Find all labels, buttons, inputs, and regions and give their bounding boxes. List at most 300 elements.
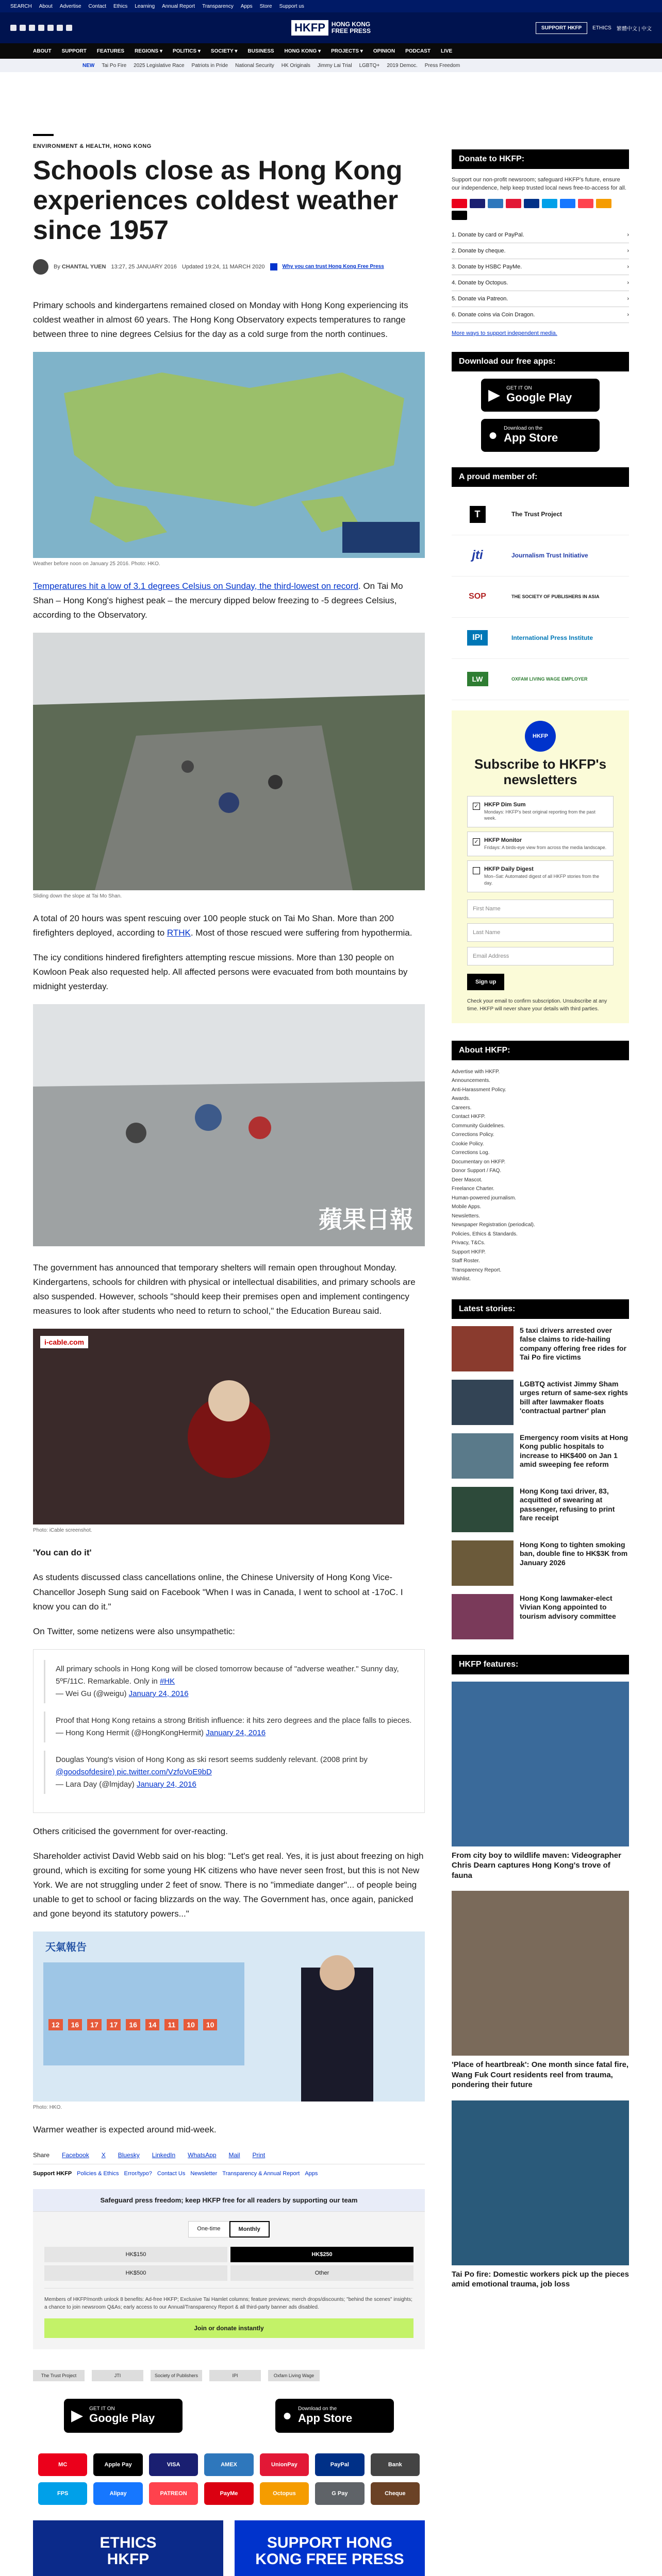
- payment-logo: PayPal: [315, 2453, 364, 2476]
- newsletter-title: Subscribe to HKFP's newsletters: [474, 756, 607, 787]
- about-link[interactable]: Wishlist.: [452, 1276, 471, 1282]
- story-title[interactable]: Emergency room visits at Hong Kong public hospitals to increase to HK$400 on Jan 1 amid sweeping fee reform: [520, 1433, 628, 1469]
- share-print[interactable]: Print: [252, 2151, 266, 2159]
- member-name: THE SOCIETY OF PUBLISHERS IN ASIA: [511, 594, 600, 600]
- chevron-right-icon: ›: [627, 295, 629, 302]
- store-caption: GET IT ON: [89, 2406, 115, 2412]
- donate-option[interactable]: [452, 227, 629, 243]
- about-link[interactable]: Contact HKFP.: [452, 1114, 486, 1120]
- topbar-transparency[interactable]: Transparency: [202, 3, 234, 9]
- newsletter-logo: HKFP: [525, 721, 556, 752]
- card-logo: [452, 211, 467, 220]
- about-heading: About HKFP:: [452, 1041, 629, 1060]
- member-name: The Trust Project: [511, 511, 562, 518]
- nav-about[interactable]: ABOUT: [33, 48, 52, 54]
- donate-option[interactable]: [452, 307, 629, 323]
- logo-mark: HKFP: [291, 20, 328, 36]
- topbar-about[interactable]: About: [39, 3, 53, 9]
- about-link[interactable]: Anti-Harassment Policy.: [452, 1087, 506, 1093]
- about-link[interactable]: Corrections Log.: [452, 1150, 490, 1156]
- donate-box-heading: Safeguard press freedom; keep HKFP free for all readers by supporting our team: [33, 2189, 425, 2212]
- feature-image[interactable]: [452, 2100, 629, 2265]
- main-nav: [0, 43, 662, 59]
- share-mail[interactable]: Mail: [228, 2151, 240, 2159]
- ipi-logo: IPI: [467, 630, 488, 646]
- newsletter-name: HKFP Dim Sum: [484, 801, 526, 808]
- support-hkfp-button[interactable]: SUPPORT HKFP: [536, 22, 587, 34]
- apple-icon: ●: [488, 426, 498, 444]
- newsletter-desc: Mondays: HKFP's best original reporting from the past week.: [484, 809, 595, 821]
- story-thumbnail[interactable]: [452, 1540, 514, 1586]
- footer-banners: [33, 2520, 425, 2576]
- google-play-button[interactable]: [64, 2399, 183, 2433]
- about-link[interactable]: Corrections Policy.: [452, 1132, 494, 1138]
- record-low-link[interactable]: Temperatures hit a low of 3.1 degrees Celsius on Sunday, the third-lowest on record: [33, 581, 358, 591]
- newsletter-name: HKFP Daily Digest: [484, 866, 534, 873]
- newsletter-option[interactable]: [467, 860, 614, 892]
- trending-item[interactable]: Jimmy Lai Trial: [317, 62, 352, 69]
- paragraph: Primary schools and kindergartens remained closed on Monday with Hong Kong experiencing its coldest weather in almost 60 years. The Hong Kong Observatory expects temperatures to range between three to nine degrees Celsius for the day as a cold surge from the north continues.: [33, 300, 408, 339]
- top-utility-bar: [0, 0, 662, 12]
- about-link[interactable]: Staff Roster.: [452, 1258, 480, 1264]
- title-rule: [33, 134, 54, 136]
- trending-item[interactable]: Press Freedom: [424, 62, 460, 69]
- chevron-right-icon: ›: [627, 279, 629, 286]
- feature-story[interactable]: [452, 1682, 629, 1881]
- tweet-date-link[interactable]: January 24, 2016: [206, 1728, 266, 1737]
- newsletter-name: HKFP Monitor: [484, 837, 522, 843]
- telegram-icon[interactable]: [66, 25, 72, 31]
- tweet: [44, 1660, 414, 1703]
- story-title[interactable]: Hong Kong to tighten smoking ban, double fine to HK$3K from January 2026: [520, 1540, 628, 1567]
- payment-logo: VISA: [149, 2453, 198, 2476]
- payment-methods: [33, 2453, 425, 2505]
- google-play-icon: ▶: [488, 386, 501, 404]
- forecast-temp: 14: [145, 2019, 160, 2030]
- nav-live[interactable]: LIVE: [440, 48, 453, 54]
- forecast-temp: 10: [203, 2019, 218, 2030]
- newsletter-option[interactable]: [467, 796, 614, 827]
- google-play-icon: ▶: [71, 2407, 84, 2425]
- tweet-list: [33, 1649, 425, 1813]
- sign-up-button[interactable]: Sign up: [467, 974, 504, 990]
- feature-story[interactable]: [452, 1891, 629, 2090]
- donate-text[interactable]: Support our non-profit newsroom; safeguard HKFP's future, ensure our independence, help keep trusted local news free-to-access for all.: [452, 177, 626, 191]
- why-trust-link[interactable]: Why you can trust Hong Kong Free Press: [282, 264, 384, 270]
- nav-support[interactable]: SUPPORT: [61, 48, 87, 54]
- forecast-temp: 11: [164, 2019, 178, 2030]
- image-caption: Sliding down the slope at Tai Mo Shan.: [33, 893, 122, 899]
- donate-option-label: 4. Donate by Octopus.: [452, 279, 508, 286]
- forecast-temp: 10: [184, 2019, 198, 2030]
- story-thumbnail[interactable]: [452, 1326, 514, 1371]
- card-logos: [452, 199, 629, 220]
- latest-story[interactable]: [452, 1433, 629, 1479]
- amount-option[interactable]: HK$500: [44, 2265, 227, 2281]
- linkedin-icon[interactable]: [38, 25, 44, 31]
- latest-heading: Latest stories:: [452, 1299, 629, 1319]
- newsletter-option[interactable]: [467, 832, 614, 857]
- article: [33, 134, 425, 2576]
- footer-link[interactable]: Apps: [305, 2170, 318, 2177]
- trending-bar: [0, 59, 662, 72]
- share-facebook[interactable]: Facebook: [62, 2151, 89, 2159]
- trust-project-logo: T: [470, 506, 486, 523]
- card-logo: [596, 199, 611, 208]
- forecast-temp: 17: [107, 2019, 121, 2030]
- store-name: Google Play: [506, 391, 572, 404]
- nav-politics[interactable]: POLITICS ▾: [172, 48, 201, 54]
- trending-item[interactable]: HK Originals: [281, 62, 310, 69]
- sidebar-app-store[interactable]: [481, 419, 600, 452]
- store-caption: Download on the: [504, 426, 543, 432]
- banner-line: HKFP: [107, 2550, 150, 2568]
- latest-story[interactable]: [452, 1594, 629, 1639]
- amount-option-other[interactable]: Other: [230, 2265, 413, 2281]
- member-org[interactable]: [452, 535, 629, 577]
- icable-photo: [33, 1329, 404, 1524]
- about-link[interactable]: Deer Mascot.: [452, 1177, 483, 1183]
- paragraph: Warmer weather is expected around mid-week.: [33, 2124, 217, 2134]
- instagram-icon[interactable]: [29, 25, 35, 31]
- footer-link[interactable]: Policies & Ethics: [77, 2170, 119, 2177]
- apps-heading: Download our free apps:: [452, 352, 629, 371]
- forecast-temps: [48, 2019, 217, 2030]
- banner-line: ETHICS: [100, 2534, 157, 2552]
- footer-link[interactable]: Contact Us: [157, 2170, 186, 2177]
- checkbox-checked[interactable]: ✓: [473, 803, 480, 810]
- newsletter-desc: Mon–Sat: Automated digest of all HKFP stories from the day.: [484, 874, 599, 886]
- card-logo: [524, 199, 539, 208]
- x-icon[interactable]: [20, 25, 26, 31]
- subheading: 'You can do it': [33, 1548, 92, 1558]
- tai-mo-shan-photo: [33, 633, 425, 890]
- tweet-pic-link[interactable]: @goodsofdesire) pic.twitter.com/VzfoVoE9bD: [56, 1767, 212, 1776]
- facebook-icon[interactable]: [10, 25, 16, 31]
- forecast-temp: 12: [48, 2019, 63, 2030]
- topbar-contact[interactable]: Contact: [88, 3, 106, 9]
- slope-photo: [33, 633, 425, 890]
- payment-logo: Alipay: [93, 2482, 142, 2505]
- topbar-annual-report[interactable]: Annual Report: [162, 3, 195, 9]
- latest-story[interactable]: [452, 1487, 629, 1532]
- about-link[interactable]: Support HKFP.: [452, 1249, 486, 1255]
- apple-icon: ●: [283, 2406, 292, 2424]
- tweet-author: — Hong Kong Hermit (@HongKongHermit): [56, 1728, 206, 1737]
- member-org[interactable]: [452, 618, 629, 659]
- latest-story[interactable]: [452, 1326, 629, 1371]
- payment-logo: AMEX: [204, 2453, 253, 2476]
- share-bar: [33, 2151, 425, 2164]
- trust-badge[interactable]: Oxfam Living Wage: [268, 2370, 320, 2381]
- sidebar: [452, 149, 629, 2300]
- feature-image[interactable]: [452, 1682, 629, 1846]
- rthk-link[interactable]: RTHK: [167, 928, 191, 938]
- share-x[interactable]: X: [101, 2151, 106, 2159]
- nav-regions[interactable]: REGIONS ▾: [135, 48, 162, 54]
- member-name: International Press Institute: [511, 634, 593, 642]
- story-title[interactable]: 5 taxi drivers arrested over false claims to ride-hailing company offering free rides for Tai Po fire victims: [520, 1326, 626, 1362]
- about-link[interactable]: Newsletters.: [452, 1213, 481, 1219]
- payment-logo: PATREON: [149, 2482, 198, 2505]
- donate-option[interactable]: [452, 291, 629, 307]
- support-banner[interactable]: [235, 2520, 425, 2576]
- story-thumbnail[interactable]: [452, 1380, 514, 1425]
- footer-link[interactable]: Newsletter: [190, 2170, 218, 2177]
- page-title: Schools close as Hong Kong experiences coldest weather since 1957: [33, 156, 403, 246]
- payment-logo: Octopus: [260, 2482, 309, 2505]
- share-whatsapp[interactable]: WhatsApp: [188, 2151, 217, 2159]
- tweet-date-link[interactable]: January 24, 2016: [136, 1780, 196, 1789]
- feature-title[interactable]: From city boy to wildlife maven: Videographer Chris Dearn captures Hong Kong's trove of fauna: [452, 1851, 621, 1880]
- paragraph: . On Tai Mo Shan – Hong Kong's highest peak – the mercury dipped below freezing to -5 degrees Celsius, according to the Observatory.: [33, 581, 403, 620]
- trust-badge[interactable]: Society of Publishers: [151, 2370, 202, 2381]
- checkbox-checked[interactable]: ✓: [473, 838, 480, 845]
- author-name[interactable]: CHANTAL YUEN: [61, 263, 106, 270]
- feature-image[interactable]: [452, 1891, 629, 2056]
- tweet-text: Proof that Hong Kong retains a strong British influence: it hits zero degrees and the place falls to pieces.: [56, 1716, 412, 1725]
- banner-line: SUPPORT HONG: [267, 2534, 393, 2552]
- tweet-text: All primary schools in Hong Kong will be closed tomorrow because of "adverse weather." Sunny day, 5ºF/11C. Remarkable. Only in: [56, 1664, 399, 1686]
- weather-map-image: [33, 352, 425, 558]
- updated-date: Updated 19:24, 11 MARCH 2020: [181, 263, 265, 270]
- paragraph: The government has announced that temporary shelters will remain open throughout Monday. Kindergartens, schools for children with physical or intellectual disabilities, and primary schools are also suspended. However, schools "should keep their premises open and implement contingency measures to look after students who need to return to school," the Education Bureau said.: [33, 1263, 416, 1316]
- amount-option[interactable]: HK$150: [44, 2247, 227, 2262]
- store-name: Google Play: [89, 2412, 155, 2425]
- about-link[interactable]: Awards.: [452, 1096, 470, 1102]
- nav-opinion[interactable]: OPINION: [373, 48, 395, 54]
- image-caption: Weather before noon on January 25 2016. Photo: HKO.: [33, 561, 160, 567]
- feature-story[interactable]: [452, 2100, 629, 2290]
- amount-option-selected[interactable]: HK$250: [230, 2247, 413, 2262]
- story-title[interactable]: Hong Kong lawmaker-elect Vivian Kong appointed to tourism advisory committee: [520, 1594, 616, 1620]
- paragraph: As students discussed class cancellations online, the Chinese University of Hong Kong Vice-Chancellor Joseph Sung said on Facebook "When I was in Canada, I went to school at -17oC. I know you can do it.": [33, 1572, 403, 1612]
- features-heading: HKFP features:: [452, 1655, 629, 1674]
- donate-option-label: 2. Donate by cheque.: [452, 247, 506, 254]
- sopa-logo: SOP: [469, 592, 486, 601]
- tweet-author: — Lara Day (@lmjday): [56, 1780, 137, 1789]
- share-linkedin[interactable]: LinkedIn: [152, 2151, 176, 2159]
- member-org[interactable]: [452, 494, 629, 535]
- footer-links: [33, 2171, 425, 2177]
- payment-logo: Bank: [371, 2453, 420, 2476]
- member-name: OXFAM LIVING WAGE EMPLOYER: [511, 676, 588, 682]
- forecast-temp: 16: [126, 2019, 140, 2030]
- donate-option[interactable]: [452, 259, 629, 275]
- member-name: Journalism Trust Initiative: [511, 552, 588, 560]
- nav-hong-kong[interactable]: HONG KONG ▾: [284, 48, 321, 54]
- logo-line-1: HONG KONG: [331, 20, 371, 28]
- sidebar-google-play[interactable]: [481, 379, 600, 412]
- trending-item[interactable]: Patriots in Pride: [191, 62, 228, 69]
- article-category[interactable]: ENVIRONMENT & HEALTH, HONG KONG: [33, 143, 152, 149]
- trending-item[interactable]: LGBTQ+: [359, 62, 380, 69]
- latest-stories: [452, 1326, 629, 1639]
- about-link[interactable]: Mobile Apps.: [452, 1204, 482, 1210]
- topbar-advertise[interactable]: Advertise: [59, 3, 81, 9]
- nav-society[interactable]: SOCIETY ▾: [210, 48, 238, 54]
- language-switch[interactable]: 繁體中文 | 中文: [616, 26, 652, 32]
- hko-tv-forecast: [33, 1931, 425, 2102]
- trending-label: NEW: [82, 62, 95, 69]
- latest-story[interactable]: [452, 1540, 629, 1586]
- trust-badge[interactable]: JTI: [92, 2370, 143, 2381]
- about-link[interactable]: Transparency Report.: [452, 1267, 502, 1273]
- donate-options: [452, 227, 629, 323]
- trending-item[interactable]: National Security: [235, 62, 274, 69]
- one-time-option[interactable]: One-time: [188, 2221, 229, 2238]
- story-thumbnail[interactable]: [452, 1487, 514, 1532]
- topbar-ethics[interactable]: Ethics: [113, 3, 128, 9]
- story-title[interactable]: Hong Kong taxi driver, 83, acquitted of swearing at passenger, refusing to print fare receipt: [520, 1486, 615, 1522]
- nav-business[interactable]: BUSINESS: [247, 48, 274, 54]
- payment-logo: FPS: [38, 2482, 87, 2505]
- card-logo: [488, 199, 503, 208]
- more-ways-link[interactable]: More ways to support independent media.: [452, 330, 557, 336]
- byline: By CHANTAL YUEN 13:27, 25 JANUARY 2016 Updated 19:24, 11 MARCH 2020 Why you can trust Hong Kong Free Press: [33, 259, 425, 275]
- member-org[interactable]: [452, 577, 629, 618]
- topbar-learning[interactable]: Learning: [135, 3, 155, 9]
- donate-option[interactable]: [452, 275, 629, 291]
- member-heading: A proud member of:: [452, 467, 629, 487]
- about-link[interactable]: Documentary on HKFP.: [452, 1159, 506, 1165]
- watermark: 蘋果日報: [319, 1206, 413, 1234]
- story-thumbnail[interactable]: [452, 1594, 514, 1639]
- chevron-right-icon: ›: [627, 231, 629, 238]
- about-link[interactable]: Cookie Policy.: [452, 1141, 484, 1147]
- donate-option-label: 5. Donate via Patreon.: [452, 295, 508, 302]
- paragraph: A total of 20 hours was spent rescuing over 100 people stuck on Tai Mo Shan. More than 200 firefighters deployed, according to: [33, 913, 394, 938]
- feature-stories: [452, 1682, 629, 2290]
- hashtag-link[interactable]: #HK: [159, 1676, 175, 1686]
- email-icon[interactable]: [57, 25, 63, 31]
- store-name: App Store: [298, 2412, 353, 2425]
- email-field[interactable]: Email Address: [467, 947, 614, 965]
- ethics-link[interactable]: ETHICS: [592, 25, 611, 31]
- amount-grid: [44, 2247, 413, 2281]
- trending-item[interactable]: Tai Po Fire: [102, 62, 127, 69]
- topbar-support[interactable]: Support us: [279, 3, 304, 9]
- frequency-toggle: [44, 2221, 413, 2238]
- story-title[interactable]: LGBTQ activist Jimmy Sham urges return of same-sex rights bill after lawmaker floats 'contractual partner' plan: [520, 1379, 628, 1415]
- card-logo: [542, 199, 557, 208]
- support-hkfp-link[interactable]: Support HKFP: [33, 2170, 72, 2177]
- donate-option[interactable]: [452, 243, 629, 259]
- about-link[interactable]: Advertise with HKFP.: [452, 1069, 500, 1075]
- newsletter-desc: Fridays: A birds-eye view from across the media landscape.: [484, 844, 607, 850]
- site-logo[interactable]: [291, 20, 371, 36]
- icable-logo: i-cable.com: [40, 1336, 88, 1348]
- card-logo: [452, 199, 467, 208]
- app-store-button[interactable]: [275, 2399, 394, 2433]
- checkbox[interactable]: [473, 867, 480, 874]
- logo-line-2: FREE PRESS: [331, 27, 371, 35]
- trending-item[interactable]: 2025 Legislative Race: [134, 62, 185, 69]
- nav-projects[interactable]: PROJECTS ▾: [331, 48, 363, 54]
- nav-podcast[interactable]: PODCAST: [405, 48, 431, 54]
- paragraph: . Most of those rescued were suffering from hypothermia.: [190, 928, 412, 938]
- paragraph: Others criticised the government for over-reacting.: [33, 1826, 228, 1836]
- feature-title[interactable]: 'Place of heartbreak': One month since fatal fire, Wang Fuk Court residents reel from trauma, pondering their future: [452, 2060, 629, 2090]
- image-caption: Photo: iCable screenshot.: [33, 1528, 92, 1534]
- newsletter-box: [452, 710, 629, 1023]
- about-link[interactable]: Human-powered journalism.: [452, 1195, 517, 1201]
- jti-logo: jti: [472, 548, 483, 563]
- payment-logo: UnionPay: [260, 2453, 309, 2476]
- trending-item[interactable]: 2019 Democ.: [387, 62, 418, 69]
- publish-date: 13:27, 25 JANUARY 2016: [111, 263, 177, 270]
- card-logo: [560, 199, 575, 208]
- about-link[interactable]: Donor Support / FAQ.: [452, 1168, 502, 1174]
- last-name-field[interactable]: Last Name: [467, 923, 614, 942]
- chevron-right-icon: ›: [627, 311, 629, 318]
- about-link[interactable]: Community Guidelines.: [452, 1123, 505, 1129]
- topbar-store[interactable]: Store: [259, 3, 272, 9]
- monthly-option[interactable]: Monthly: [229, 2221, 270, 2238]
- feature-title[interactable]: Tai Po fire: Domestic workers pick up the pieces amid emotional trauma, job loss: [452, 2269, 629, 2289]
- join-donate-button[interactable]: Join or donate instantly: [44, 2318, 413, 2338]
- site-header: [0, 12, 662, 43]
- trust-icon: [270, 263, 277, 270]
- donate-benefits: Members of HKFP/month unlock 8 benefits: Ad-free HKFP; Exclusive Tai Hamlet columns; feature previews; merch drops/discounts; "behind the scenes" insights; a chance to join newsroom Q&As; early access to our Annual/Transparency Report & all third-party banner ads disabled.: [44, 2288, 413, 2311]
- forecast-temp: 17: [87, 2019, 102, 2030]
- about-link[interactable]: Privacy, T&Cs.: [452, 1240, 486, 1246]
- social-icons: [10, 25, 72, 31]
- tweet-date-link[interactable]: January 24, 2016: [128, 1689, 189, 1698]
- about-link[interactable]: Careers.: [452, 1105, 472, 1111]
- share-bluesky[interactable]: Bluesky: [118, 2151, 140, 2159]
- trust-badges: [33, 2370, 425, 2381]
- footer-link[interactable]: Error/typo?: [124, 2170, 152, 2177]
- payment-logo: Cheque: [371, 2482, 420, 2505]
- payment-logo: PayMe: [204, 2482, 253, 2505]
- trust-badge[interactable]: IPI: [209, 2370, 261, 2381]
- about-links: [452, 1067, 629, 1284]
- about-link[interactable]: Newspaper Registration (periodical).: [452, 1222, 535, 1228]
- tv-logo: 天氣報告: [45, 1940, 87, 1953]
- paragraph: Shareholder activist David Webb said on his blog: "Let's get real. Yes, it is just about freezing on high ground, which is exciting for some young HK citizens who have never seen frost, but this is not New York. We are not struggling under 2 feet of snow. There is no "immediate danger"... of people being unable to get to school or facing blizzards on the way. The Government has, once again, panicked and gone beyond its statutory powers...": [33, 1851, 424, 1919]
- footer-link[interactable]: Transparency & Annual Report: [222, 2170, 300, 2177]
- store-caption: GET IT ON: [506, 385, 532, 392]
- topbar-apps[interactable]: Apps: [240, 3, 253, 9]
- apple-daily-photo: [33, 1004, 425, 1246]
- first-name-field[interactable]: First Name: [467, 900, 614, 918]
- donate-heading: Donate to HKFP:: [452, 149, 629, 169]
- about-link[interactable]: Announcements.: [452, 1078, 491, 1084]
- trust-badge[interactable]: The Trust Project: [33, 2370, 85, 2381]
- chevron-right-icon: ›: [627, 247, 629, 254]
- donate-box: [33, 2189, 425, 2349]
- icable-screenshot: [33, 1329, 404, 1524]
- youtube-icon[interactable]: [47, 25, 54, 31]
- about-link[interactable]: Policies, Ethics & Standards.: [452, 1231, 518, 1237]
- image-caption: Photo: HKO.: [33, 2104, 62, 2110]
- latest-story[interactable]: [452, 1380, 629, 1425]
- search-link[interactable]: SEARCH: [10, 3, 32, 9]
- app-store-buttons: [33, 2399, 425, 2433]
- author-avatar: [33, 259, 48, 275]
- paragraph: The icy conditions hindered firefighters attempting rescue missions. More than 130 people on Kowloon Peak also requested help. All affected persons were evacuated from both mountains by midnight yesterday.: [33, 953, 408, 992]
- donate-option-label: 1. Donate by card or PayPal.: [452, 231, 524, 238]
- story-thumbnail[interactable]: [452, 1433, 514, 1479]
- chevron-right-icon: ›: [627, 263, 629, 270]
- nav-features[interactable]: FEATURES: [96, 48, 125, 54]
- member-org[interactable]: [452, 659, 629, 700]
- store-name: App Store: [504, 431, 558, 445]
- about-link[interactable]: Freelance Charter.: [452, 1186, 494, 1192]
- ethics-banner[interactable]: [33, 2520, 223, 2576]
- weather-map: [33, 352, 425, 558]
